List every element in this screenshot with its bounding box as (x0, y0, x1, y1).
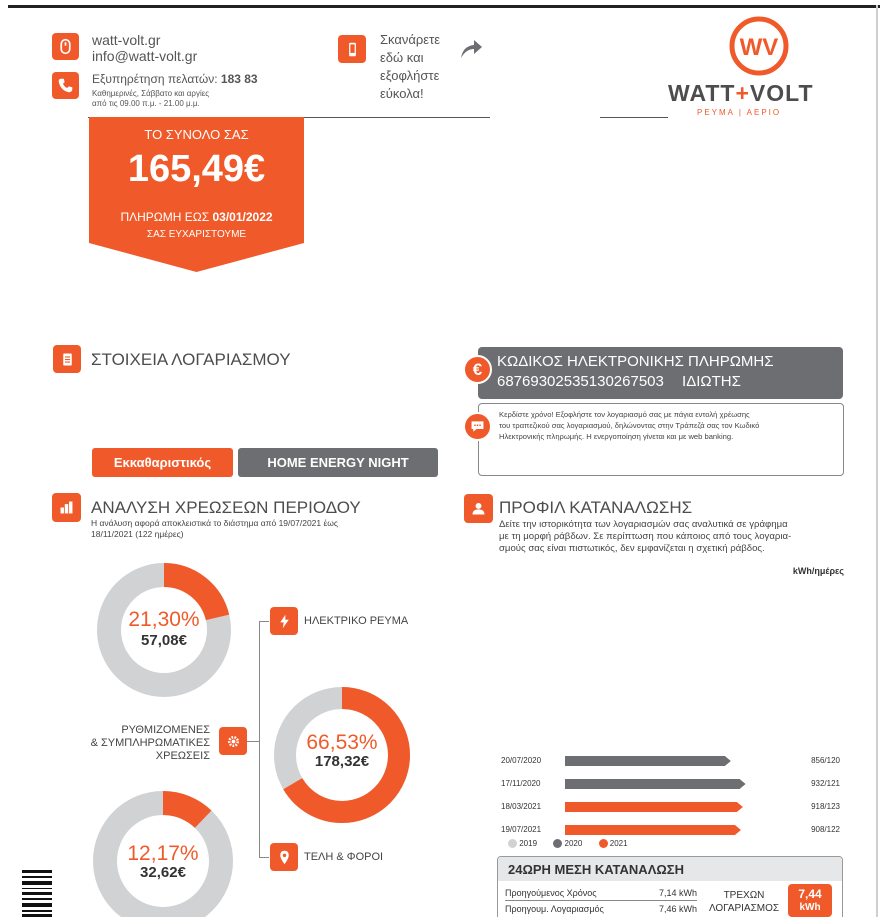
analysis-sub-line2: 18/11/2021 (122 ημέρες) (91, 529, 184, 539)
daily-current-line2: ΛΟΓΑΡΙΑΣΜΟΣ (708, 903, 780, 914)
brand-subtitle (697, 108, 781, 117)
brand-monogram-text: WV (739, 34, 779, 61)
user-icon (464, 494, 493, 523)
legend-2021-dot (599, 839, 608, 848)
bar (565, 824, 755, 836)
daily-current-unit: kWh (799, 902, 821, 913)
daily-row2 (505, 904, 697, 914)
daily-current-line1: ΤΡΕΧΩΝ (723, 890, 765, 901)
legend-2020-dot (553, 839, 562, 848)
bar-date: 19/07/2021 (501, 825, 542, 834)
bar-date: 18/03/2021 (501, 802, 542, 811)
page-top-edge (8, 5, 880, 8)
service-line (92, 72, 258, 86)
analysis-sub-line1: Η ανάλυση αφορά αποκλειστικά το διάστημα από 19/07/2021 έως (91, 518, 339, 528)
bar-value: 908/122 (811, 825, 840, 834)
payment-type: ΙΔΙΩΤΗΣ (682, 373, 741, 390)
location-pin-icon (270, 843, 298, 871)
bar-date: 17/11/2020 (501, 779, 541, 788)
daily-row2-label: Προηγουμ. Λογαριασμός (505, 904, 604, 914)
analysis-title: ΑΝΑΛΥΣΗ ΧΡΕΩΣΕΩΝ ΠΕΡΙΟΔΟΥ (91, 498, 361, 517)
legend-2019-dot (508, 839, 517, 848)
tag-plan: HOME ENERGY NIGHT (238, 448, 438, 477)
scan-line3: εξοφλήστε (380, 68, 440, 83)
profile-desc-line2: με τη μορφή ράβδων. Σε περίπτωση που κάποιος από τους λογαρια- (499, 531, 792, 542)
profile-title: ΠΡΟΦΙΛ ΚΑΤΑΝΑΛΩΣΗΣ (499, 498, 693, 517)
tag-settlement: Εκκαθαριστικός (92, 448, 233, 477)
daily-title: 24ΩΡΗ ΜΕΣΗ ΚΑΤΑΝΑΛΩΣΗ (508, 861, 684, 877)
legend-2021: 2021 (609, 839, 628, 848)
mouse-icon (52, 33, 79, 60)
hours-line2: από τις 09.00 π.μ. - 21.00 μ.μ. (92, 99, 200, 108)
total-label: ΤΟ ΣΥΝΟΛΟ ΣΑΣ (144, 127, 249, 142)
brand-name-left: WATT (668, 80, 736, 106)
profile-unit: kWh/ημέρες (792, 566, 844, 576)
bar-shape (565, 825, 741, 835)
donut-electric-amount: 57,08€ (141, 632, 187, 649)
payment-code-line (497, 373, 741, 390)
scan-line2: εδώ και (380, 50, 424, 65)
scan-text (380, 31, 440, 103)
scan-line4: εύκολα! (380, 86, 424, 101)
bar-shape (565, 756, 731, 766)
bar (565, 801, 755, 813)
daily-row1-value: 7,14 kWh (658, 888, 697, 898)
bar-shape (565, 779, 746, 789)
donut-taxes-percent: 12,17% (127, 842, 199, 865)
lightning-icon (270, 607, 298, 635)
scan-arrow-icon (458, 36, 484, 62)
payment-info-line2: του τραπεζικού σας λογαριασμού, δηλώνοντας στην Τράπεζά σας τον Κωδικό (499, 421, 760, 430)
bar-row (497, 775, 847, 793)
brand-name-right: VOLT (749, 80, 814, 106)
payment-code-title: ΚΩΔΙΚΟΣ ΗΛΕΚΤΡΟΝΙΚΗΣ ΠΛΗΡΩΜΗΣ (497, 353, 774, 370)
bar (565, 778, 755, 790)
label-taxes: ΤΕΛΗ & ΦΟΡΟΙ (304, 851, 384, 863)
payment-info-line1: Κερδίστε χρόνο! Εξοφλήστε τον λογαριασμό σας με πάγια εντολή χρέωσης (499, 410, 750, 419)
consumption-bar-chart (497, 752, 847, 832)
label-regulated-line3: ΧΡΕΩΣΕΙΣ (155, 750, 210, 762)
label-electric: ΗΛΕΚΤΡΙΚΟ ΡΕΥΜΑ (304, 615, 409, 627)
total-due (89, 210, 304, 224)
connector-tick-3 (259, 857, 269, 858)
bar-value: 932/121 (811, 779, 840, 788)
bar (565, 755, 755, 767)
daily-row1-label: Προηγούμενος Χρόνος (505, 888, 597, 898)
brand-monogram-logo (728, 15, 790, 77)
daily-row2-value: 7,46 kWh (658, 904, 697, 914)
bar-shape (565, 802, 743, 812)
legend-2019: 2019 (519, 839, 538, 848)
daily-current-label (703, 889, 785, 915)
donut-taxes-amount: 32,62€ (140, 864, 186, 881)
payment-info-line3: Ηλεκτρονικής πληρωμής. Η ενεργοποίηση γίνεται και με web banking. (499, 432, 734, 441)
profile-desc-line1: Δείτε την ιστορικότητα των λογαριασμών σας αναλυτικά σε γράφημα (499, 519, 788, 530)
total-due-label: ΠΛΗΡΩΜΗ ΕΩΣ (120, 210, 210, 224)
daily-row1 (505, 888, 697, 901)
total-thanks: ΣΑΣ ΕΥΧΑΡΙΣΤΟΥΜΕ (146, 229, 247, 240)
brand-name (668, 80, 814, 107)
legend-2020: 2020 (564, 839, 583, 848)
page-right-edge (876, 5, 878, 917)
website-link[interactable]: watt-volt.gr (92, 32, 161, 48)
brand-sub-right: ΑΕΡΙΟ (746, 108, 782, 117)
bar-row (497, 821, 847, 839)
scan-line1: Σκανάρετε (380, 32, 441, 47)
donut-regulated-amount: 178,32€ (314, 753, 370, 770)
service-number[interactable]: 183 83 (220, 72, 258, 86)
account-title: ΣΤΟΙΧΕΙΑ ΛΟΓΑΡΙΑΣΜΟΥ (91, 350, 291, 369)
bar-value: 856/120 (811, 756, 840, 765)
bar-row (497, 752, 847, 770)
donut-regulated-percent: 66,53% (306, 731, 378, 754)
brand-sub-sep: | (738, 108, 743, 117)
bar-value: 918/123 (811, 802, 840, 811)
connector-line (259, 621, 260, 857)
payment-info-text (499, 409, 759, 442)
brand-plus: + (735, 80, 750, 106)
chat-bubble-icon (463, 412, 492, 441)
barcode (22, 870, 52, 917)
daily-current-value: 7,44 (798, 887, 822, 901)
profile-desc (499, 519, 791, 555)
bar-date: 20/07/2020 (501, 756, 542, 765)
payment-code[interactable]: 68769302535130267503 (497, 373, 664, 390)
bar-chart-icon (52, 493, 81, 522)
daily-title-bar (498, 857, 842, 881)
label-regulated-line2: & ΣΥΜΠΛΗΡΩΜΑΤΙΚΕΣ (90, 737, 210, 749)
label-regulated-line1: ΡΥΘΜΙΖΟΜΕΝΕΣ (121, 724, 210, 736)
total-due-date: 03/01/2022 (212, 210, 273, 224)
header-divider-right (600, 117, 668, 118)
label-regulated (60, 724, 210, 763)
analysis-subtitle (91, 518, 338, 540)
service-label: Εξυπηρέτηση πελατών: (92, 72, 218, 86)
gear-icon (219, 727, 247, 755)
bar-legend (508, 839, 628, 848)
phone-icon (52, 72, 79, 99)
bar-row (497, 798, 847, 816)
mobile-phone-icon (338, 35, 366, 63)
connector-tick-2 (247, 741, 260, 742)
daily-current-badge (788, 884, 832, 917)
euro-icon: € (463, 355, 492, 384)
total-amount: 165,49€ (127, 148, 266, 190)
connector-tick-1 (259, 621, 269, 622)
profile-desc-line3: σμούς σας είναι πιστωτικός, δεν εμφανίζεται η σχετική ράβδος. (499, 543, 765, 554)
donut-electric-percent: 21,30% (128, 608, 200, 631)
brand-sub-left: ΡΕΥΜΑ (697, 108, 735, 117)
email-link[interactable]: info@watt-volt.gr (92, 48, 198, 64)
hours-line1: Καθημερινές, Σάββατο και αργίες (92, 89, 210, 98)
document-icon (53, 345, 81, 373)
